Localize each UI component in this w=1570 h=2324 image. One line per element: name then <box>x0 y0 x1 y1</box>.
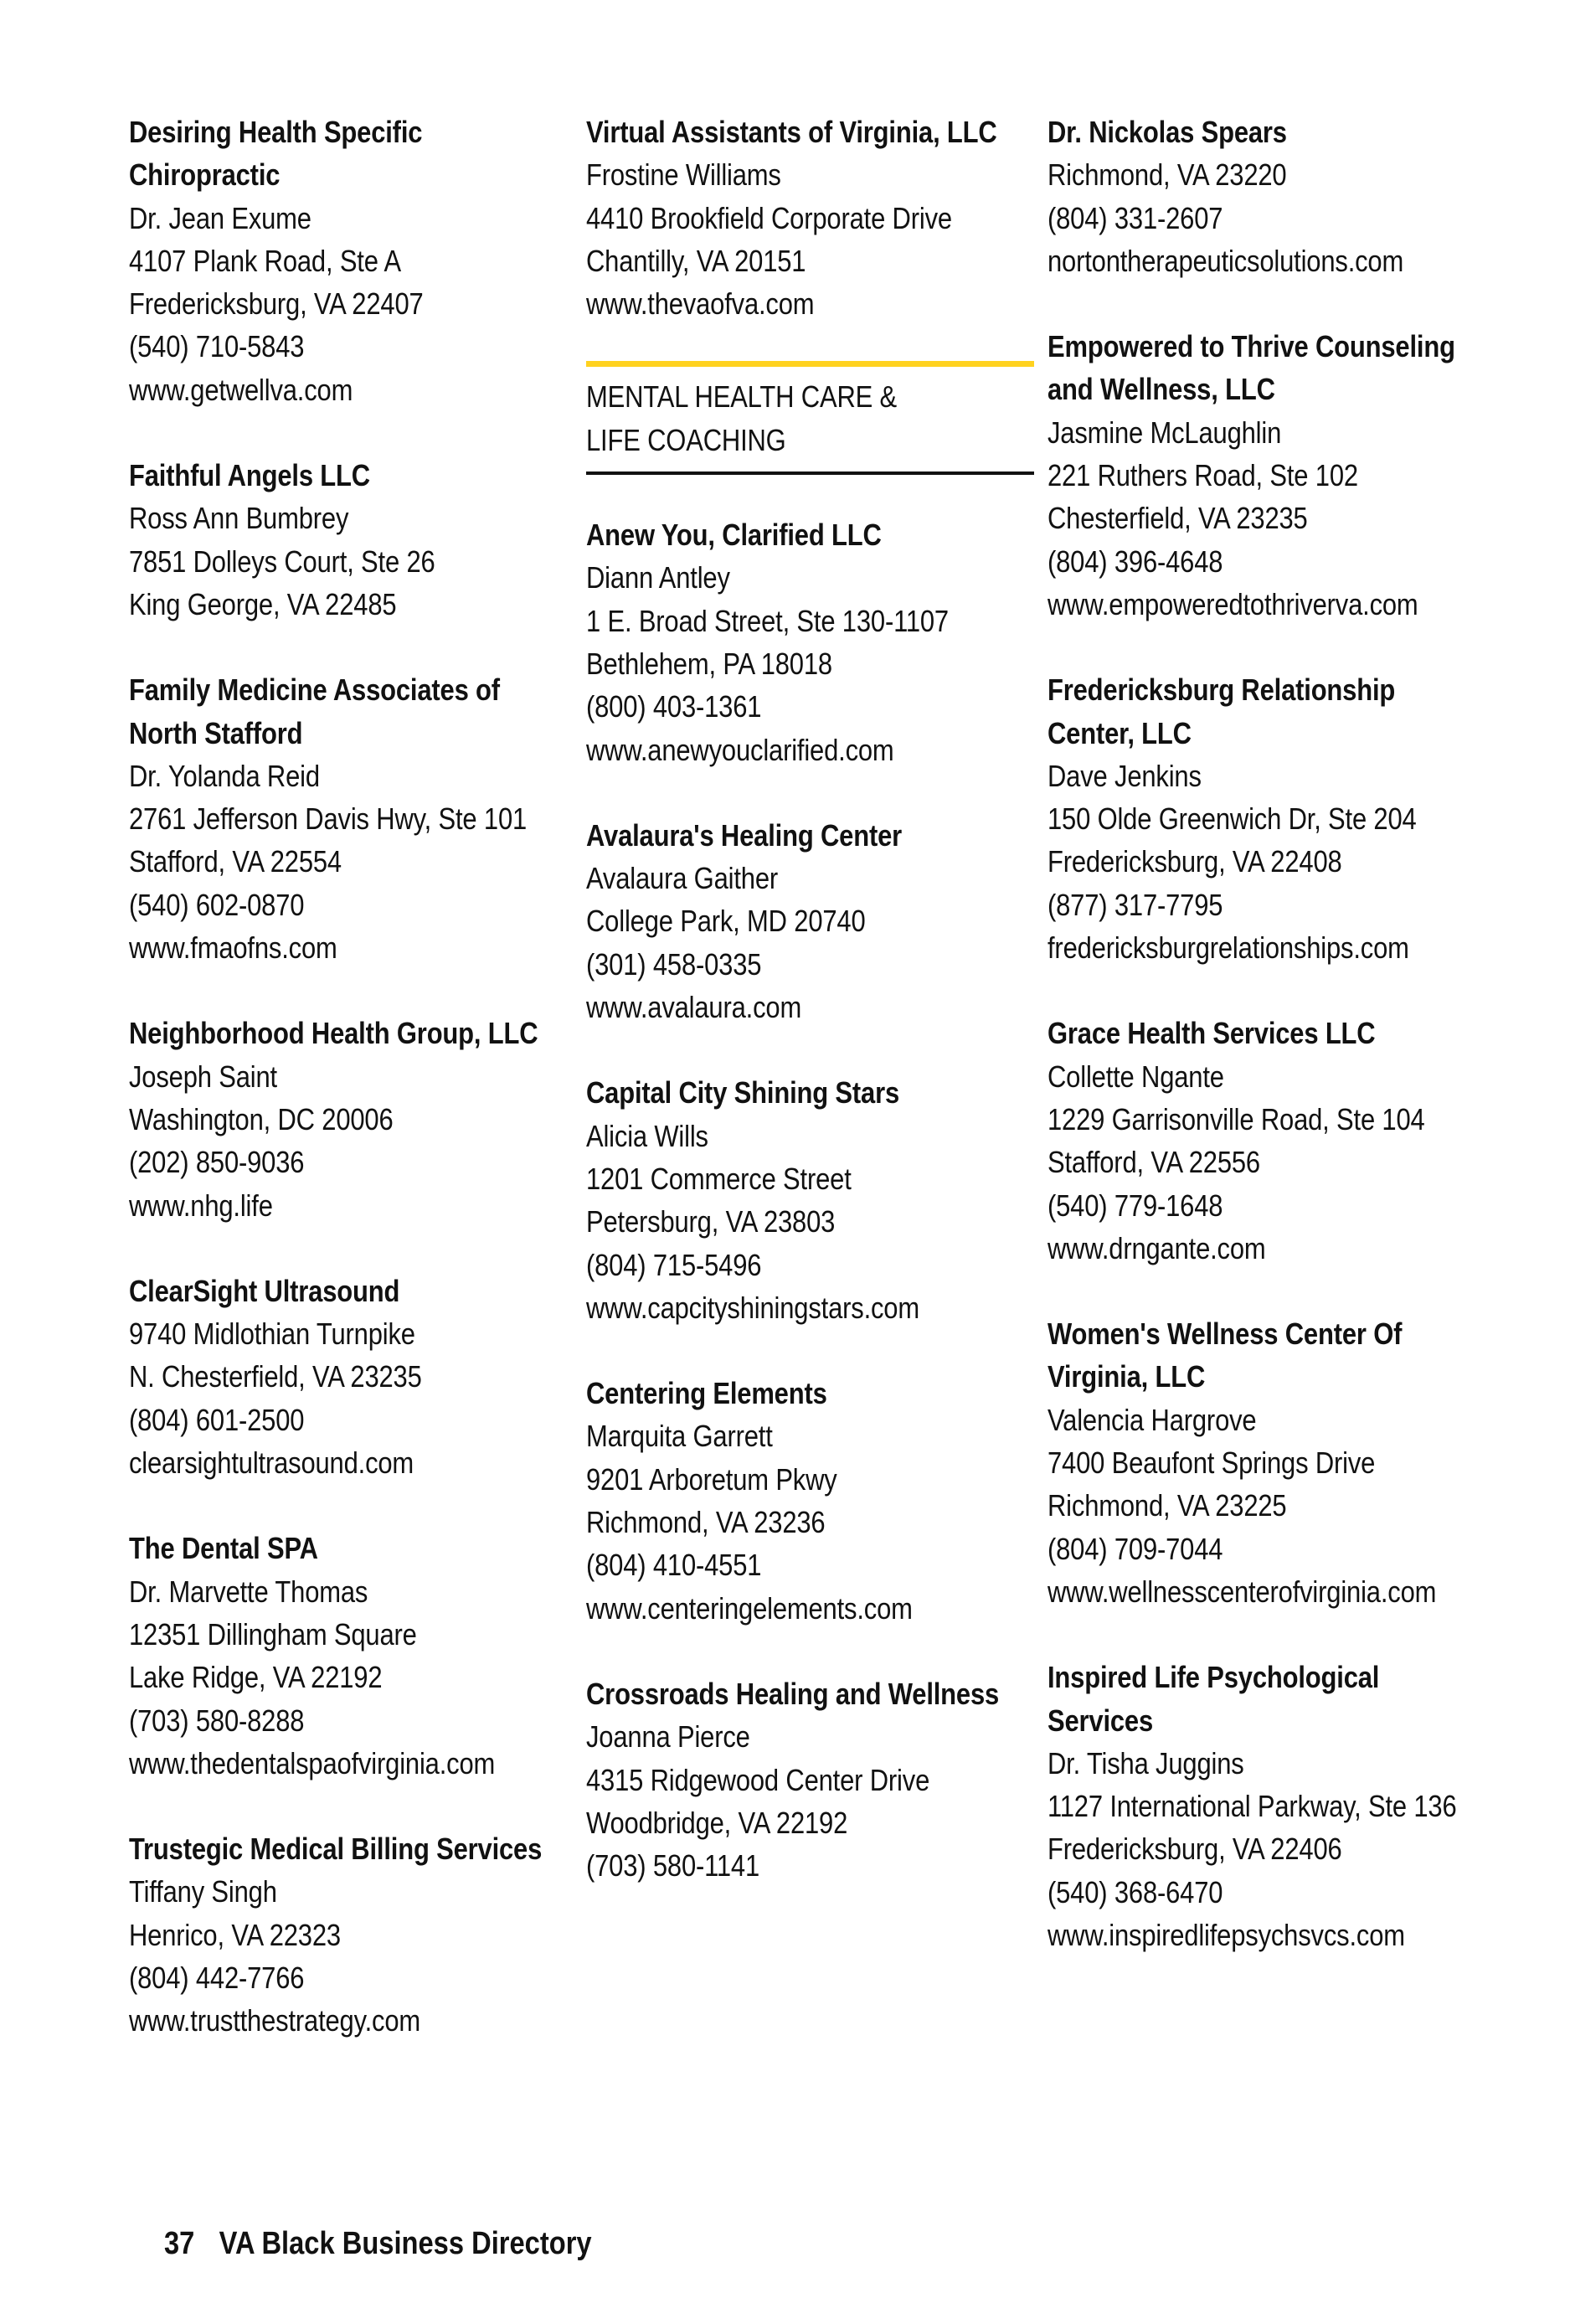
listing-detail: Dr. Tisha Juggins <box>1048 1745 1244 1780</box>
phone-number: (540) 779-1648 <box>1048 1188 1223 1223</box>
business-listing <box>586 111 1034 325</box>
listing-detail: Dr. Marvette Thomas <box>129 1574 368 1609</box>
business-listing <box>1048 1012 1516 1270</box>
listing-detail: 7400 Beaufont Springs Drive <box>1048 1445 1376 1481</box>
business-listing <box>586 1672 1034 1887</box>
listing-detail: Fredericksburg, VA 22408 <box>1048 844 1342 879</box>
listing-detail: Woodbridge, VA 22192 <box>586 1805 848 1840</box>
business-name: Fredericksburg Relationship <box>1048 672 1396 708</box>
listing-detail: Chantilly, VA 20151 <box>586 243 806 278</box>
business-listing <box>1048 1656 1516 1956</box>
business-name: Trustegic Medical Billing Services <box>129 1832 543 1867</box>
listing-detail: Marquita Garrett <box>586 1419 773 1454</box>
phone-number: (804) 331-2607 <box>1048 200 1223 235</box>
listing-detail: Dr. Jean Exume <box>129 200 311 235</box>
business-listing <box>129 454 581 626</box>
business-listing <box>586 1372 1034 1630</box>
listing-detail: 9740 Midlothian Turnpike <box>129 1317 415 1352</box>
directory-column-1 <box>129 111 581 2085</box>
listing-detail: 4315 Ridgewood Center Drive <box>586 1762 930 1797</box>
business-name: Virginia, LLC <box>1048 1359 1206 1394</box>
listing-detail: 12351 Dillingham Square <box>129 1616 417 1652</box>
business-name: Women's Wellness Center Of <box>1048 1317 1403 1352</box>
listing-detail: College Park, MD 20740 <box>586 904 866 939</box>
website: www.thevaofva.com <box>586 286 815 322</box>
listing-detail: Stafford, VA 22554 <box>129 844 342 879</box>
listing-detail: Avalaura Gaither <box>586 861 779 896</box>
listing-detail: Tiffany Singh <box>129 1874 277 1909</box>
listing-detail: Joseph Saint <box>129 1059 277 1094</box>
business-listing <box>586 513 1034 771</box>
business-name: North Stafford <box>129 715 303 750</box>
phone-number: (804) 396-4648 <box>1048 544 1223 579</box>
phone-number: (703) 580-1141 <box>586 1848 760 1883</box>
business-listing <box>1048 1312 1516 1613</box>
business-name: The Dental SPA <box>129 1531 318 1566</box>
listing-detail: 1229 Garrisonville Road, Ste 104 <box>1048 1101 1425 1136</box>
listing-detail: 1127 International Parkway, Ste 136 <box>1048 1789 1457 1824</box>
phone-number: (540) 602-0870 <box>129 887 305 922</box>
business-name: Neighborhood Health Group, LLC <box>129 1016 538 1051</box>
website: clearsightultrasound.com <box>129 1445 414 1481</box>
phone-number: (703) 580-8288 <box>129 1703 305 1738</box>
business-listing <box>129 1827 581 2042</box>
website: www.nhg.life <box>129 1188 273 1223</box>
listing-detail: 1201 Commerce Street <box>586 1161 852 1196</box>
business-name: Crossroads Healing and Wellness <box>586 1676 1000 1711</box>
phone-number: (800) 403-1361 <box>586 689 762 724</box>
business-name: Inspired Life Psychological <box>1048 1660 1380 1695</box>
listing-detail: Alicia Wills <box>586 1118 708 1153</box>
listing-detail: Stafford, VA 22556 <box>1048 1145 1260 1180</box>
website: www.thedentalspaofvirginia.com <box>129 1745 496 1780</box>
website: www.capcityshiningstars.com <box>586 1290 919 1325</box>
business-name: Services <box>1048 1703 1154 1738</box>
business-name: Chiropractic <box>129 157 281 193</box>
website: nortontherapeuticsolutions.com <box>1048 243 1404 278</box>
phone-number: (301) 458-0335 <box>586 946 762 982</box>
phone-number: (804) 410-4551 <box>586 1548 762 1583</box>
business-listing <box>586 1071 1034 1329</box>
listing-detail: Richmond, VA 23236 <box>586 1505 826 1540</box>
listing-detail: Jasmine McLaughlin <box>1048 415 1282 450</box>
publication-title: VA Black Business Directory <box>219 2226 592 2261</box>
phone-number: (804) 601-2500 <box>129 1402 305 1437</box>
listing-detail: Chesterfield, VA 23235 <box>1048 501 1308 536</box>
page-footer <box>164 2226 592 2262</box>
website: www.centeringelements.com <box>586 1590 913 1626</box>
listing-detail: Bethlehem, PA 18018 <box>586 646 832 681</box>
listing-detail: Dave Jenkins <box>1048 758 1202 793</box>
business-name: Center, LLC <box>1048 715 1192 750</box>
listing-detail: Richmond, VA 23225 <box>1048 1488 1287 1523</box>
listing-detail: 221 Ruthers Road, Ste 102 <box>1048 458 1358 493</box>
phone-number: (540) 710-5843 <box>129 329 305 364</box>
listing-detail: Valencia Hargrove <box>1048 1402 1257 1437</box>
business-name: Centering Elements <box>586 1376 827 1411</box>
section-heading-line: MENTAL HEALTH CARE & <box>586 379 898 415</box>
listing-detail: 2761 Jefferson Davis Hwy, Ste 101 <box>129 801 528 837</box>
phone-number: (202) 850-9036 <box>129 1145 305 1180</box>
listing-detail: 4107 Plank Road, Ste A <box>129 243 401 278</box>
business-listing <box>129 668 581 969</box>
business-name: Virtual Assistants of Virginia, LLC <box>586 115 997 149</box>
business-listing <box>1048 111 1516 282</box>
business-listing <box>129 1527 581 1785</box>
website: www.getwellva.com <box>129 372 353 407</box>
business-name: Avalaura's Healing Center <box>586 817 903 853</box>
business-name: Desiring Health Specific <box>129 115 423 149</box>
business-name: ClearSight Ultrasound <box>129 1273 400 1308</box>
directory-column-2 <box>586 111 1034 1930</box>
listing-detail: Petersburg, VA 23803 <box>586 1204 836 1239</box>
business-name: Family Medicine Associates of <box>129 672 500 708</box>
website: www.wellnesscenterofvirginia.com <box>1048 1574 1437 1609</box>
website: www.drngante.com <box>1048 1230 1266 1265</box>
website: www.inspiredlifepsychsvcs.com <box>1048 1917 1405 1952</box>
website: www.empoweredtothriverva.com <box>1048 586 1418 621</box>
business-listing <box>1048 325 1516 626</box>
listing-detail: 9201 Arboretum Pkwy <box>586 1461 837 1497</box>
listing-detail: Frostine Williams <box>586 157 781 193</box>
business-name: Grace Health Services LLC <box>1048 1016 1376 1051</box>
listing-detail: Washington, DC 20006 <box>129 1101 394 1136</box>
business-name: Dr. Nickolas Spears <box>1048 115 1287 149</box>
listing-detail: Henrico, VA 22323 <box>129 1917 341 1952</box>
phone-number: (877) 317-7795 <box>1048 887 1223 922</box>
listing-detail: 1 E. Broad Street, Ste 130-1107 <box>586 603 949 638</box>
listing-detail: Collette Ngante <box>1048 1059 1224 1094</box>
phone-number: (804) 715-5496 <box>586 1247 762 1282</box>
business-listing <box>586 814 1034 1028</box>
website: www.trustthestrategy.com <box>129 2003 421 2038</box>
listing-detail: Dr. Yolanda Reid <box>129 758 320 793</box>
business-listing <box>129 111 581 411</box>
section-heading-line: LIFE COACHING <box>586 422 786 457</box>
directory-column-3 <box>1048 111 1516 1999</box>
listing-detail: Fredericksburg, VA 22406 <box>1048 1832 1342 1867</box>
website: www.anewyouclarified.com <box>586 732 894 767</box>
listing-detail: 150 Olde Greenwich Dr, Ste 204 <box>1048 801 1417 837</box>
business-listing <box>129 1012 581 1226</box>
phone-number: (540) 368-6470 <box>1048 1874 1223 1909</box>
business-name: Capital City Shining Stars <box>586 1075 899 1110</box>
listing-detail: Lake Ridge, VA 22192 <box>129 1660 383 1695</box>
business-name: and Wellness, LLC <box>1048 372 1275 407</box>
website: fredericksburgrelationships.com <box>1048 930 1409 966</box>
website: www.fmaofns.com <box>129 930 337 966</box>
phone-number: (804) 442-7766 <box>129 1960 305 1995</box>
listing-detail: King George, VA 22485 <box>129 586 397 621</box>
listing-detail: Ross Ann Bumbrey <box>129 501 349 536</box>
listing-detail: Fredericksburg, VA 22407 <box>129 286 424 322</box>
business-name: Anew You, Clarified LLC <box>586 518 882 553</box>
phone-number: (804) 709-7044 <box>1048 1531 1223 1566</box>
section-heading <box>586 361 1034 475</box>
listing-detail: 4410 Brookfield Corporate Drive <box>586 200 952 235</box>
website: www.avalaura.com <box>586 990 802 1025</box>
listing-detail: 7851 Dolleys Court, Ste 26 <box>129 544 435 579</box>
listing-detail: Richmond, VA 23220 <box>1048 157 1287 193</box>
listing-detail: N. Chesterfield, VA 23235 <box>129 1359 422 1394</box>
business-listing <box>129 1270 581 1484</box>
page-number: 37 <box>164 2226 195 2261</box>
business-name: Faithful Angels LLC <box>129 458 370 493</box>
listing-detail: Joanna Pierce <box>586 1719 750 1755</box>
business-name: Empowered to Thrive Counseling <box>1048 329 1455 364</box>
business-listing <box>1048 668 1516 969</box>
listing-detail: Diann Antley <box>586 560 730 595</box>
